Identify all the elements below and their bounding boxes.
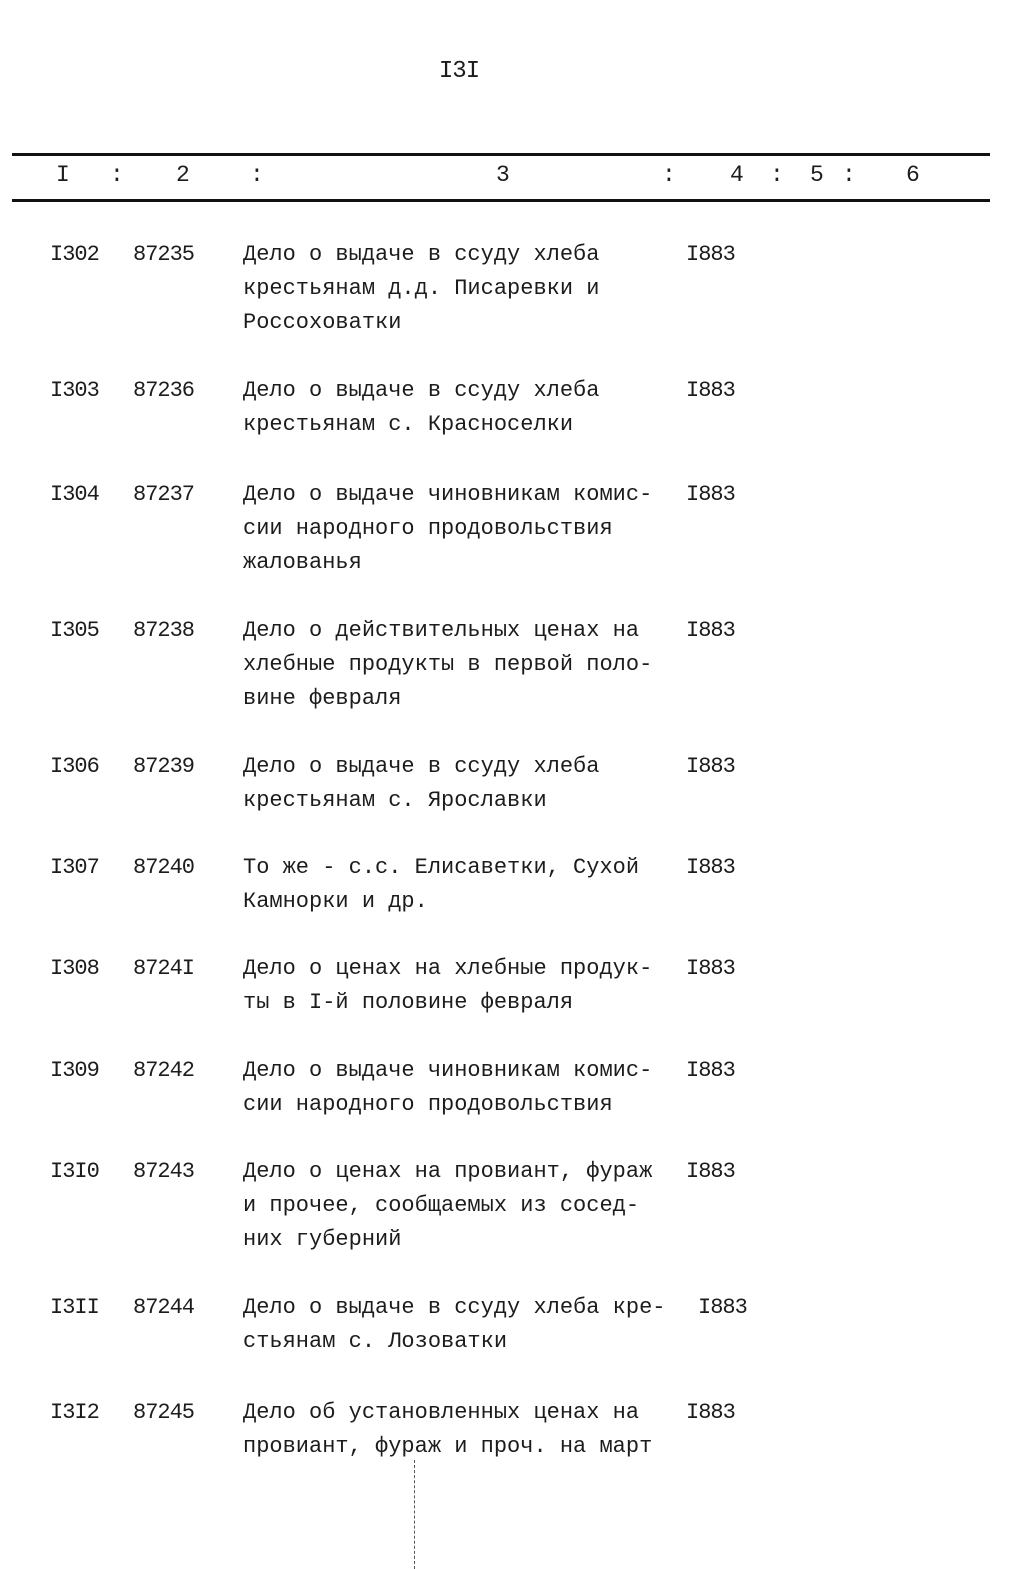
entry-code: 87239 xyxy=(133,754,195,779)
entry-code: 87238 xyxy=(133,618,195,643)
description-line: стьянам с. Лозоватки xyxy=(243,1329,508,1354)
entry-year: I883 xyxy=(686,242,735,267)
entry-number: I303 xyxy=(50,378,99,403)
description-line: жалованья xyxy=(243,550,362,575)
entry-year: I883 xyxy=(686,855,735,880)
description-line: и прочее, сообщаемых из сосед- xyxy=(243,1193,640,1218)
description-line: вине февраля xyxy=(243,686,402,711)
entry-code: 87237 xyxy=(133,482,195,507)
description-line: крестьянам с. Красноселки xyxy=(243,412,574,437)
entry-description xyxy=(243,374,683,442)
scan-fold-mark xyxy=(414,1460,415,1569)
entry-description xyxy=(243,1291,683,1359)
entry-year: I883 xyxy=(698,1295,747,1320)
entry-number: I3II xyxy=(50,1295,99,1320)
description-line: сии народного продовольствия xyxy=(243,1092,613,1117)
table-header xyxy=(0,162,1024,192)
column-header-3: 3 xyxy=(496,162,510,188)
description-line: Дело о ценах на провиант, фураж xyxy=(243,1159,653,1184)
entry-code: 87240 xyxy=(133,855,195,880)
entry-code: 87235 xyxy=(133,242,195,267)
entry-description xyxy=(243,750,683,818)
entry-code: 87236 xyxy=(133,378,195,403)
entry-description xyxy=(243,952,683,1020)
description-line: Дело об установленных ценах на xyxy=(243,1400,640,1425)
column-header-4: 4 xyxy=(730,162,744,188)
entry-number: I3I2 xyxy=(50,1400,99,1425)
column-header-6: 6 xyxy=(906,162,920,188)
description-line: провиант, фураж и проч. на март xyxy=(243,1434,653,1459)
entry-number: I302 xyxy=(50,242,99,267)
entry-description xyxy=(243,478,683,580)
description-line: Дело о ценах на хлебные продук- xyxy=(243,956,653,981)
description-line: ты в I-й половине февраля xyxy=(243,990,574,1015)
entry-description xyxy=(243,851,683,919)
entry-year: I883 xyxy=(686,618,735,643)
description-line: Камнорки и др. xyxy=(243,889,428,914)
table-header-bottom-rule xyxy=(12,199,990,202)
entry-description xyxy=(243,1054,683,1122)
description-line: них губерний xyxy=(243,1227,402,1252)
column-header-1: I xyxy=(56,162,70,188)
entry-code: 87242 xyxy=(133,1058,195,1083)
entry-code: 87245 xyxy=(133,1400,195,1425)
column-header-2: 2 xyxy=(176,162,190,188)
description-line: крестьянам д.д. Писаревки и xyxy=(243,276,600,301)
entry-year: I883 xyxy=(686,1159,735,1184)
column-separator: : xyxy=(770,162,784,188)
column-header-5: 5 xyxy=(810,162,824,188)
description-line: хлебные продукты в первой поло- xyxy=(243,652,653,677)
description-line: Дело о выдаче в ссуду хлеба xyxy=(243,378,600,403)
entry-number: I309 xyxy=(50,1058,99,1083)
description-line: То же - с.с. Елисаветки, Сухой xyxy=(243,855,640,880)
description-line: Дело о действительных ценах на xyxy=(243,618,640,643)
column-separator: : xyxy=(250,162,264,188)
page-number: I3I xyxy=(438,58,480,85)
entry-number: I308 xyxy=(50,956,99,981)
description-line: Россоховатки xyxy=(243,310,402,335)
description-line: Дело о выдаче в ссуду хлеба xyxy=(243,242,600,267)
entry-year: I883 xyxy=(686,1058,735,1083)
entry-description xyxy=(243,614,683,716)
column-separator: : xyxy=(662,162,676,188)
description-line: Дело о выдаче в ссуду хлеба кре- xyxy=(243,1295,666,1320)
entry-code: 8724I xyxy=(133,956,195,981)
entry-year: I883 xyxy=(686,1400,735,1425)
entry-year: I883 xyxy=(686,378,735,403)
entry-year: I883 xyxy=(686,956,735,981)
entry-number: I306 xyxy=(50,754,99,779)
description-line: крестьянам с. Ярославки xyxy=(243,788,547,813)
entry-code: 87244 xyxy=(133,1295,195,1320)
description-line: Дело о выдаче чиновникам комис- xyxy=(243,1058,653,1083)
column-separator: : xyxy=(110,162,124,188)
column-separator: : xyxy=(842,162,856,188)
table-header-top-rule xyxy=(12,153,990,156)
entry-description xyxy=(243,238,683,340)
entry-description xyxy=(243,1396,683,1464)
entry-number: I3I0 xyxy=(50,1159,99,1184)
entry-number: I307 xyxy=(50,855,99,880)
entry-year: I883 xyxy=(686,754,735,779)
entry-description xyxy=(243,1155,683,1257)
entry-number: I305 xyxy=(50,618,99,643)
entry-number: I304 xyxy=(50,482,99,507)
entry-year: I883 xyxy=(686,482,735,507)
description-line: сии народного продовольствия xyxy=(243,516,613,541)
description-line: Дело о выдаче чиновникам комис- xyxy=(243,482,653,507)
entry-code: 87243 xyxy=(133,1159,195,1184)
description-line: Дело о выдаче в ссуду хлеба xyxy=(243,754,600,779)
